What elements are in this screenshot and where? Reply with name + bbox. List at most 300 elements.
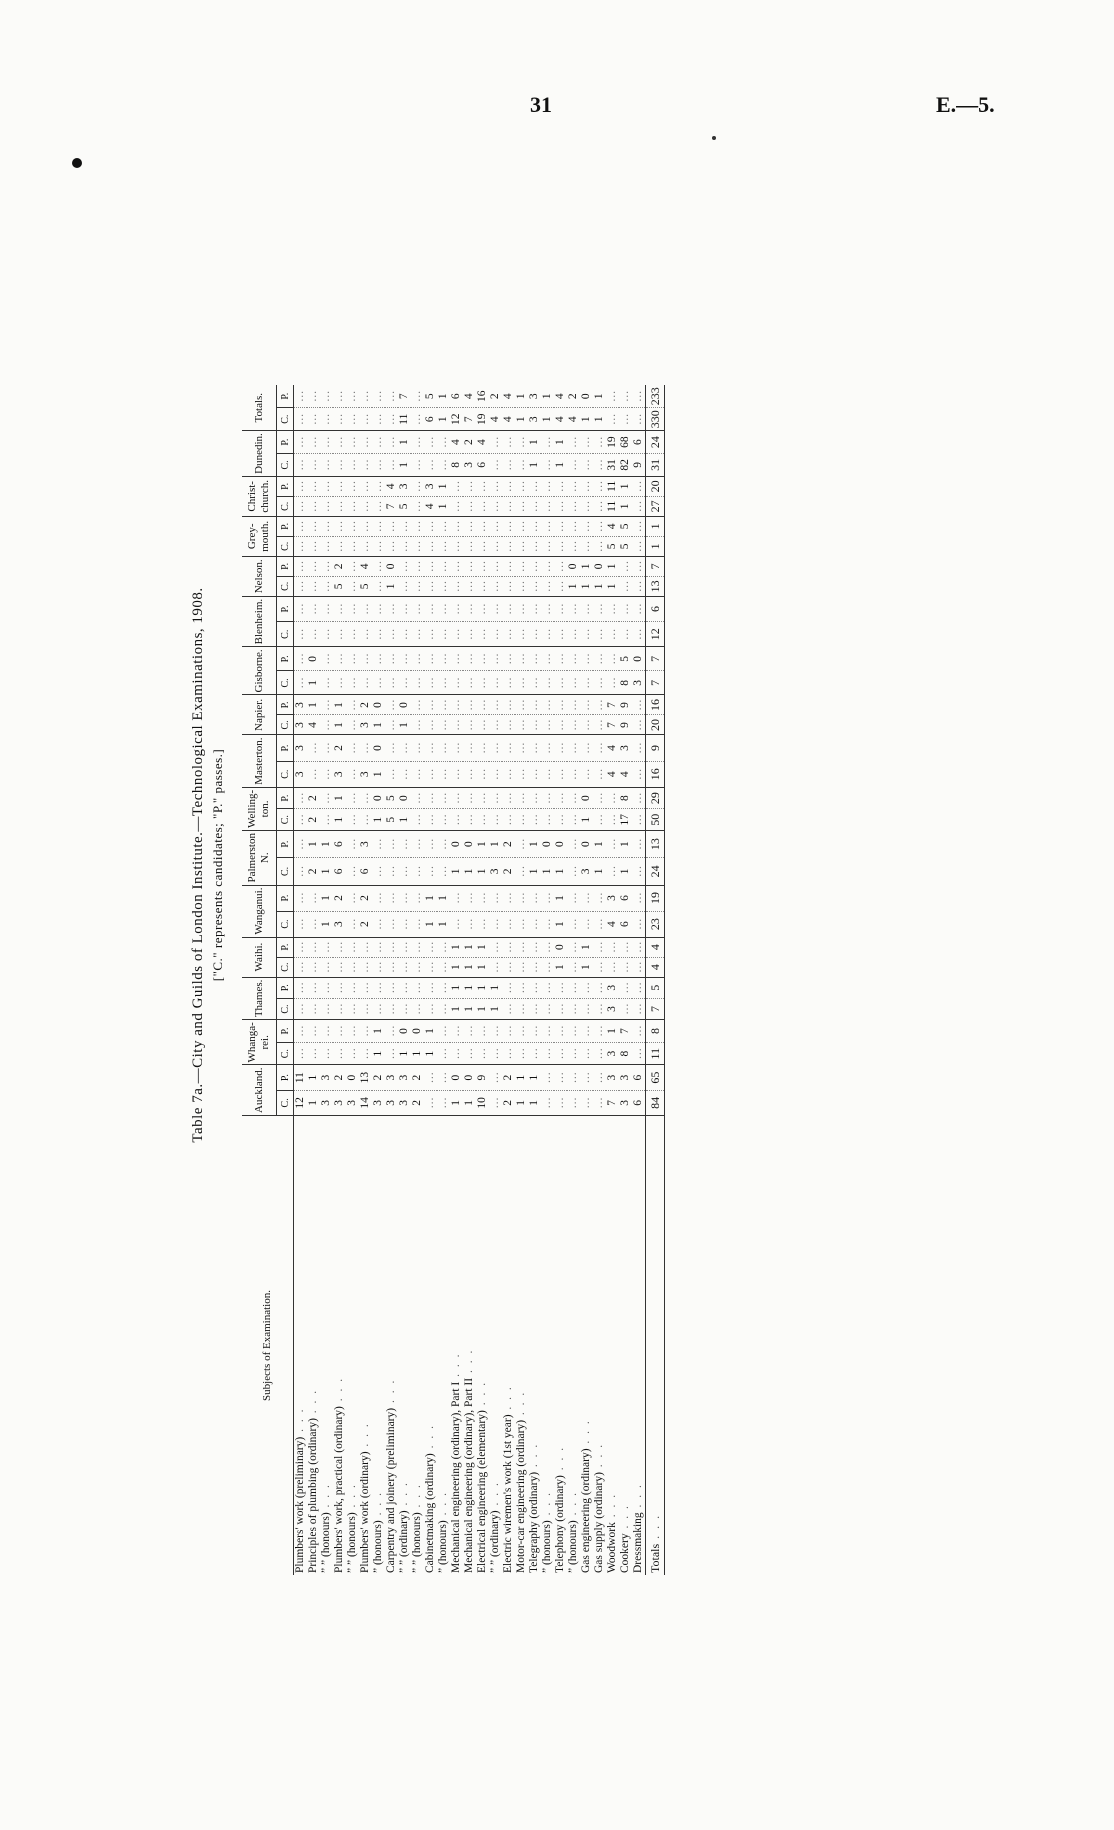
passes-cell: … [593, 476, 606, 496]
candidates-cell: … [372, 998, 385, 1019]
passes-cell: 2 [489, 385, 502, 408]
candidates-cell: … [489, 536, 502, 556]
candidates-cell: … [606, 809, 619, 831]
passes-cell: … [567, 831, 580, 858]
candidates-cell: 1 [554, 858, 567, 885]
candidates-cell: 1 [463, 998, 476, 1019]
candidates-cell: 2 [359, 911, 372, 937]
candidates-cell: … [333, 536, 346, 556]
candidates-cell: … [463, 622, 476, 647]
candidates-cell: … [450, 576, 463, 596]
passes-cell: 1 [437, 385, 450, 408]
candidates-cell: … [424, 454, 437, 477]
passes-cell: … [398, 516, 411, 536]
candidates-cell: 3 [294, 761, 308, 787]
passes-cell: 1 [476, 977, 489, 998]
passes-cell: … [333, 476, 346, 496]
candidates-cell: 1 [646, 536, 665, 556]
candidates-cell: 7 [385, 496, 398, 516]
passes-cell: … [411, 596, 424, 621]
table-row [489, 385, 502, 1575]
passes-cell: 8 [619, 787, 632, 809]
passes-cell: 0 [554, 937, 567, 957]
candidates-cell: 8 [450, 454, 463, 477]
passes-cell: … [359, 385, 372, 408]
passes-cell: … [333, 596, 346, 621]
candidates-cell: 23 [646, 911, 665, 937]
passes-cell: … [593, 647, 606, 671]
candidates-cell: 1 [580, 957, 593, 977]
passes-cell: 0 [411, 1020, 424, 1043]
candidates-cell: 3 [346, 1090, 359, 1115]
passes-cell: … [632, 735, 646, 761]
passes-cell: … [411, 695, 424, 715]
passes-cell: 6 [632, 1065, 646, 1090]
candidates-header: C. [277, 496, 294, 516]
candidates-cell: 11 [606, 496, 619, 516]
table-row [359, 385, 372, 1575]
candidates-cell: … [502, 622, 515, 647]
candidates-cell: … [320, 998, 333, 1019]
passes-cell: … [515, 831, 528, 858]
passes-cell: 4 [385, 476, 398, 496]
candidates-cell: … [307, 761, 320, 787]
candidates-cell: … [320, 622, 333, 647]
candidates-cell: … [333, 998, 346, 1019]
passes-cell: 1 [554, 885, 567, 911]
candidates-cell: 19 [476, 408, 489, 431]
candidates-cell: … [502, 809, 515, 831]
candidates-cell: 4 [606, 761, 619, 787]
candidates-cell: 4 [307, 715, 320, 735]
candidates-cell: … [502, 911, 515, 937]
passes-cell: 2 [333, 1065, 346, 1090]
candidates-cell: … [424, 858, 437, 885]
passes-cell: 6 [619, 885, 632, 911]
candidates-cell: … [437, 454, 450, 477]
candidates-header: C. [277, 809, 294, 831]
candidates-cell: 2 [411, 1090, 424, 1115]
candidates-cell: 4 [489, 408, 502, 431]
passes-cell: … [437, 787, 450, 809]
passes-cell: … [411, 385, 424, 408]
passes-cell: … [346, 596, 359, 621]
candidates-cell: … [359, 496, 372, 516]
passes-cell: … [372, 476, 385, 496]
passes-cell: … [541, 476, 554, 496]
passes-cell: … [606, 596, 619, 621]
passes-cell: … [424, 596, 437, 621]
passes-cell: … [593, 937, 606, 957]
subject-cell: Telephony (ordinary) . . . [554, 1445, 566, 1573]
passes-header: P. [277, 831, 294, 858]
passes-cell: 3 [528, 385, 541, 408]
candidates-cell: … [593, 622, 606, 647]
passes-cell: 0 [541, 831, 554, 858]
passes-cell: … [385, 596, 398, 621]
passes-cell: … [411, 735, 424, 761]
passes-header: P. [277, 1065, 294, 1090]
subject-cell: Plumbers' work, practical (ordinary) . . . [333, 1376, 345, 1573]
passes-cell: … [307, 1020, 320, 1043]
passes-cell: … [320, 695, 333, 715]
candidates-cell: … [619, 576, 632, 596]
candidates-cell: … [411, 454, 424, 477]
table-row [450, 385, 463, 1575]
table-row [437, 385, 450, 1575]
candidates-cell: … [450, 671, 463, 695]
passes-cell: 0 [398, 695, 411, 715]
passes-cell: … [320, 476, 333, 496]
candidates-cell: 1 [333, 715, 346, 735]
candidates-cell: … [606, 957, 619, 977]
passes-cell: … [567, 476, 580, 496]
table-title: Table 7a.—City and Guilds of London Institute.—Technological Examinations, 1908. [190, 587, 206, 1143]
table-row [424, 385, 437, 1575]
passes-cell: … [359, 977, 372, 998]
passes-cell: … [580, 695, 593, 715]
candidates-cell: … [619, 408, 632, 431]
candidates-cell: … [411, 957, 424, 977]
subject-cell: Gas supply (ordinary) . . . [593, 1442, 605, 1573]
passes-cell: … [528, 647, 541, 671]
passes-cell: 24 [646, 431, 665, 454]
passes-cell: … [372, 885, 385, 911]
candidates-header: C. [277, 1042, 294, 1065]
passes-cell: 4 [450, 431, 463, 454]
passes-cell: 7 [646, 556, 665, 576]
candidates-cell: 1 [619, 496, 632, 516]
passes-cell: … [528, 596, 541, 621]
candidates-cell: … [359, 454, 372, 477]
candidates-cell: … [359, 536, 372, 556]
candidates-cell: … [424, 715, 437, 735]
candidates-cell: 14 [359, 1090, 372, 1115]
passes-cell: … [450, 695, 463, 715]
candidates-cell: 1 [489, 998, 502, 1019]
passes-cell: 0 [307, 647, 320, 671]
candidates-cell: … [437, 858, 450, 885]
subjects-header: Subjects of Examination. [242, 1116, 294, 1576]
candidates-header: C. [277, 911, 294, 937]
candidates-cell: … [463, 761, 476, 787]
passes-cell: 2 [359, 885, 372, 911]
candidates-cell: … [437, 761, 450, 787]
passes-cell: … [541, 977, 554, 998]
candidates-cell: … [593, 1090, 606, 1115]
passes-cell: … [294, 385, 308, 408]
candidates-cell: … [359, 622, 372, 647]
passes-cell: 1 [450, 937, 463, 957]
passes-cell: … [398, 556, 411, 576]
passes-cell: 0 [554, 831, 567, 858]
passes-header: P. [277, 937, 294, 957]
candidates-cell: … [489, 1042, 502, 1065]
passes-cell: 4 [359, 556, 372, 576]
passes-cell: … [476, 647, 489, 671]
passes-cell: … [528, 977, 541, 998]
passes-cell: 1 [463, 977, 476, 998]
passes-cell: 16 [476, 385, 489, 408]
passes-cell: … [593, 695, 606, 715]
candidates-cell: 8 [619, 1042, 632, 1065]
subject-cell: Electric wiremen's work (1st year) . . . [502, 1385, 514, 1573]
passes-cell: … [580, 596, 593, 621]
column-header: Masterton. [242, 735, 277, 787]
candidates-cell: … [411, 536, 424, 556]
candidates-cell: … [554, 622, 567, 647]
passes-cell: 2 [567, 385, 580, 408]
passes-cell: 3 [294, 695, 308, 715]
candidates-cell: 6 [359, 858, 372, 885]
passes-cell: … [567, 1020, 580, 1043]
passes-cell: 65 [646, 1065, 665, 1090]
passes-cell: … [450, 516, 463, 536]
table-row [515, 385, 528, 1575]
candidates-cell: … [385, 761, 398, 787]
candidates-cell: 2 [307, 858, 320, 885]
passes-cell: 1 [489, 977, 502, 998]
candidates-cell: … [398, 998, 411, 1019]
passes-cell: … [359, 596, 372, 621]
candidates-cell: … [307, 622, 320, 647]
table-row [606, 385, 619, 1575]
candidates-cell: … [554, 536, 567, 556]
candidates-cell: 3 [294, 715, 308, 735]
candidates-cell: 1 [450, 998, 463, 1019]
candidates-cell: … [359, 1042, 372, 1065]
candidates-cell: … [398, 671, 411, 695]
candidates-cell: 12 [450, 408, 463, 431]
subject-cell: ” (honours) . . . [541, 1491, 553, 1573]
passes-cell: 2 [502, 1065, 515, 1090]
passes-cell: 0 [463, 831, 476, 858]
candidates-cell: … [463, 715, 476, 735]
passes-cell: … [502, 885, 515, 911]
passes-cell: 1 [606, 1020, 619, 1043]
candidates-cell: … [320, 809, 333, 831]
passes-cell: 0 [593, 556, 606, 576]
candidates-cell: … [450, 715, 463, 735]
passes-cell: 4 [646, 937, 665, 957]
candidates-cell: … [502, 454, 515, 477]
passes-cell: … [437, 735, 450, 761]
passes-cell: 1 [580, 556, 593, 576]
passes-cell: 1 [528, 431, 541, 454]
candidates-cell: 50 [646, 809, 665, 831]
passes-cell: 6 [333, 831, 346, 858]
candidates-cell: … [424, 576, 437, 596]
passes-cell: … [359, 647, 372, 671]
passes-cell: … [372, 937, 385, 957]
candidates-cell: … [346, 622, 359, 647]
passes-header: P. [277, 787, 294, 809]
candidates-cell: 13 [646, 576, 665, 596]
passes-cell: … [528, 787, 541, 809]
passes-cell: … [294, 556, 308, 576]
passes-cell: 1 [619, 831, 632, 858]
candidates-cell: … [411, 761, 424, 787]
candidates-cell: … [359, 957, 372, 977]
passes-cell: 1 [606, 556, 619, 576]
table-row [528, 385, 541, 1575]
passes-cell: … [541, 431, 554, 454]
candidates-cell: … [515, 496, 528, 516]
candidates-cell: … [567, 671, 580, 695]
passes-cell: … [385, 695, 398, 715]
candidates-cell: … [528, 809, 541, 831]
candidates-cell: … [541, 496, 554, 516]
candidates-cell: … [372, 858, 385, 885]
table-row [593, 385, 606, 1575]
candidates-cell: 1 [437, 408, 450, 431]
passes-cell: … [463, 596, 476, 621]
passes-cell: 3 [385, 1065, 398, 1090]
passes-cell: … [346, 695, 359, 715]
candidates-cell: … [515, 715, 528, 735]
candidates-cell: … [554, 576, 567, 596]
candidates-cell: … [463, 671, 476, 695]
candidates-cell: 9 [619, 715, 632, 735]
candidates-cell: … [307, 957, 320, 977]
candidates-cell: 2 [502, 1090, 515, 1115]
subject-cell: Plumbers' work (ordinary) . . . [359, 1422, 371, 1573]
candidates-cell: … [307, 576, 320, 596]
passes-cell: … [320, 735, 333, 761]
passes-cell: … [385, 385, 398, 408]
candidates-cell: … [333, 957, 346, 977]
passes-cell: … [411, 556, 424, 576]
passes-cell: … [541, 1020, 554, 1043]
candidates-header: C. [277, 671, 294, 695]
passes-cell: … [580, 1020, 593, 1043]
passes-cell: … [502, 787, 515, 809]
candidates-cell: 3 [528, 408, 541, 431]
candidates-cell: … [346, 998, 359, 1019]
candidates-cell: … [385, 622, 398, 647]
candidates-cell: 1 [320, 911, 333, 937]
passes-cell: … [567, 787, 580, 809]
candidates-cell: 1 [619, 858, 632, 885]
passes-cell: 2 [463, 431, 476, 454]
candidates-cell: 7 [646, 998, 665, 1019]
candidates-cell: 1 [437, 911, 450, 937]
passes-cell: … [294, 977, 308, 998]
candidates-cell: … [411, 911, 424, 937]
candidates-cell: 1 [411, 1042, 424, 1065]
passes-cell: … [502, 647, 515, 671]
passes-cell: … [450, 647, 463, 671]
passes-cell: 0 [372, 735, 385, 761]
candidates-cell: 1 [372, 761, 385, 787]
candidates-cell: … [476, 536, 489, 556]
candidates-cell: 11 [646, 1042, 665, 1065]
passes-cell: … [593, 735, 606, 761]
candidates-cell: … [632, 536, 646, 556]
passes-cell: … [541, 1065, 554, 1090]
candidates-cell: … [411, 858, 424, 885]
subject-cell: Mechanical engineering (ordinary), Part II . . . [463, 1348, 475, 1573]
candidates-cell: … [359, 408, 372, 431]
passes-cell: 0 [346, 1065, 359, 1090]
passes-cell: 1 [320, 831, 333, 858]
subject-cell: Electrical engineering (elementary) . . . [476, 1380, 488, 1573]
column-header: Gisborne. [242, 647, 277, 695]
passes-cell: … [489, 556, 502, 576]
passes-cell: … [632, 977, 646, 998]
passes-cell: 1 [398, 431, 411, 454]
candidates-cell: … [580, 715, 593, 735]
passes-cell: … [619, 385, 632, 408]
passes-cell: … [333, 977, 346, 998]
candidates-cell: … [398, 576, 411, 596]
candidates-cell: … [346, 454, 359, 477]
candidates-cell: 2 [307, 809, 320, 831]
passes-cell: 2 [411, 1065, 424, 1090]
passes-cell: … [593, 1065, 606, 1090]
candidates-cell: … [424, 809, 437, 831]
passes-cell: … [619, 977, 632, 998]
passes-cell: 0 [580, 831, 593, 858]
candidates-cell: 6 [619, 911, 632, 937]
table-row [346, 385, 359, 1575]
candidates-cell: … [476, 622, 489, 647]
passes-cell: … [632, 787, 646, 809]
candidates-cell: … [528, 496, 541, 516]
passes-cell: … [567, 695, 580, 715]
candidates-cell: … [515, 1042, 528, 1065]
passes-cell: … [307, 596, 320, 621]
candidates-cell: 12 [646, 622, 665, 647]
passes-cell: … [333, 937, 346, 957]
candidates-cell: … [632, 858, 646, 885]
passes-cell: … [346, 385, 359, 408]
candidates-cell: … [385, 671, 398, 695]
passes-cell: 4 [554, 385, 567, 408]
candidates-cell: … [580, 671, 593, 695]
passes-cell: 1 [372, 1020, 385, 1043]
column-header: Christ-church. [242, 476, 277, 516]
candidates-cell: … [593, 454, 606, 477]
candidates-cell: … [320, 408, 333, 431]
candidates-cell: … [489, 1090, 502, 1115]
candidates-cell: … [320, 496, 333, 516]
candidates-cell: … [450, 536, 463, 556]
candidates-cell: 1 [372, 809, 385, 831]
candidates-cell: … [632, 408, 646, 431]
candidates-cell: … [385, 911, 398, 937]
candidates-cell: … [411, 715, 424, 735]
passes-cell: 1 [541, 385, 554, 408]
passes-cell: … [541, 735, 554, 761]
candidates-cell: … [593, 671, 606, 695]
candidates-cell: … [489, 671, 502, 695]
passes-cell: … [515, 1020, 528, 1043]
candidates-cell: … [554, 671, 567, 695]
candidates-cell: … [437, 809, 450, 831]
table-row [333, 385, 346, 1575]
passes-cell: … [424, 831, 437, 858]
passes-cell: 3 [294, 735, 308, 761]
candidates-cell: 3 [463, 454, 476, 477]
candidates-cell: … [593, 536, 606, 556]
passes-cell: … [346, 431, 359, 454]
candidates-cell: … [593, 496, 606, 516]
passes-cell: … [632, 1020, 646, 1043]
candidates-cell: … [320, 576, 333, 596]
passes-cell: 1 [333, 695, 346, 715]
candidates-cell: 1 [372, 715, 385, 735]
